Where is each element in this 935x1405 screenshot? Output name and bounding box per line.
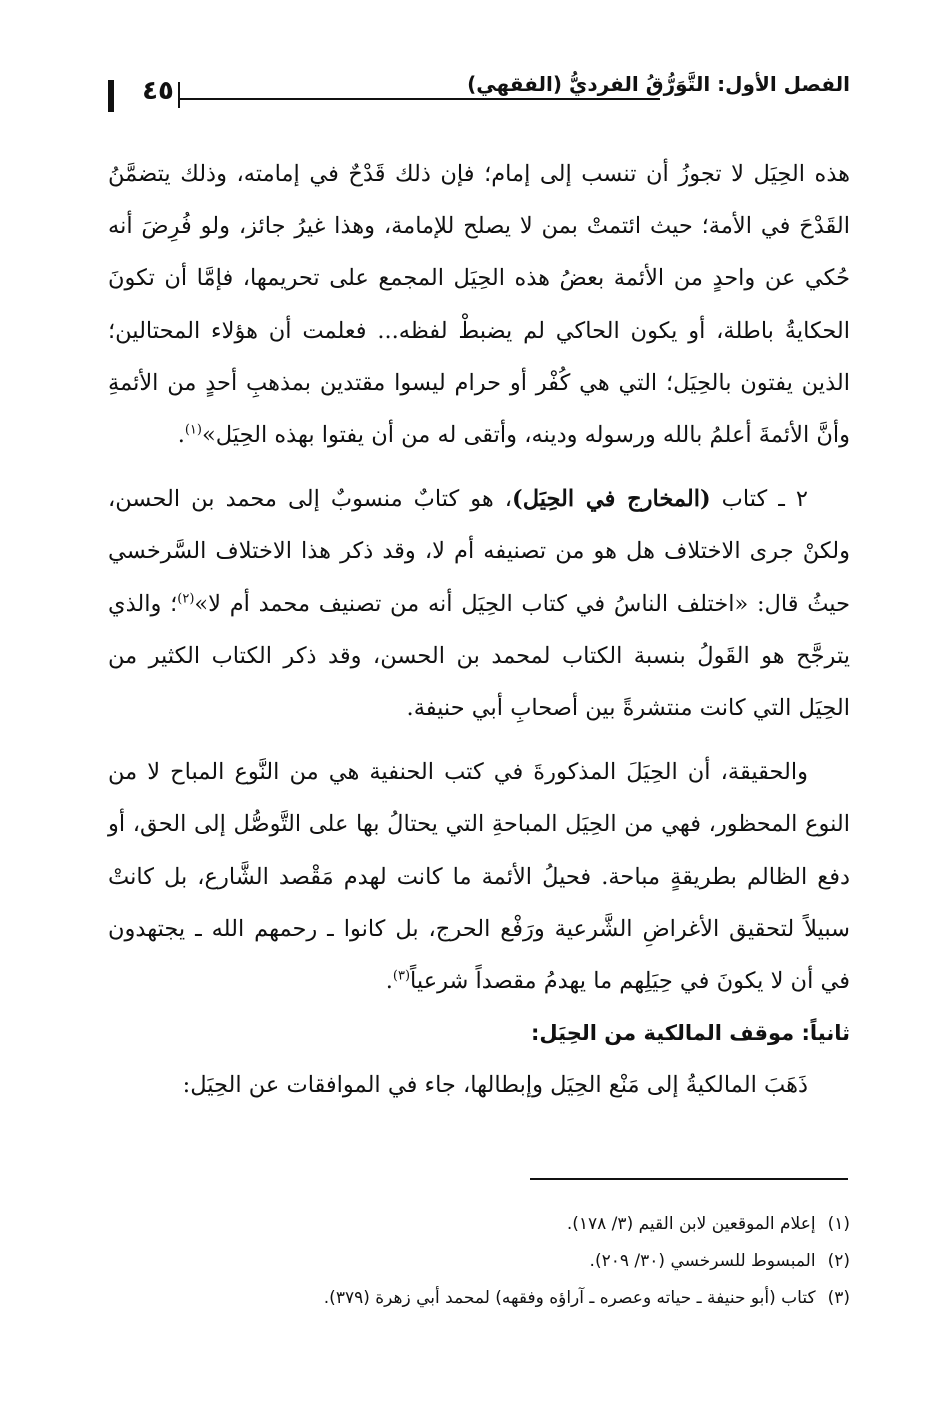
paragraph-3-text: والحقيقة، أن الحِيَلَ المذكورةَ في كتب الحنفية هي من النَّوع المباح لا من النوع المحظور، فهي من الحِيَل المباحةِ التي يحتالُ بها على التَّوصُّل إلى الحق، أو دفع الظالم بطريقةٍ مباحة. فحيلُ الأئمة ما كانت لهدم مَقْصد الشَّارع، بل كانتْ سبيلاً لتحقيق الأغراضِ الشَّرعية ورَفْع الحرج، بل كانوا ـ رحمهم الله ـ يجتهدون في أن لا يكونَ في حِيَلِهم ما يهدمُ مقصداً شرعياً — [108, 759, 850, 995]
chapter-title: الفصل الأول: التَّوَرُّقُ الفرديُّ (الفقهي) — [467, 72, 850, 96]
footnote-2-number: (٢) — [827, 1251, 850, 1271]
footnote-3 — [108, 1280, 850, 1317]
main-text — [108, 148, 850, 1112]
header-rule — [180, 98, 660, 100]
footnote-ref-3: (٣) — [392, 968, 411, 984]
footnote-2-text: المبسوط للسرخسي (٣٠/ ٢٠٩). — [589, 1251, 816, 1271]
footnote-3-text: كتاب (أبو حنيفة ـ حياته وعصره ـ آراؤه وفقهه) لمحمد أبي زهرة (٣٧٩). — [323, 1288, 816, 1308]
paragraph-1 — [108, 148, 850, 461]
header-tick-mark — [178, 82, 180, 108]
paragraph-1-end: . — [177, 422, 185, 449]
paragraph-2-lead: ٢ ـ كتاب — [710, 486, 808, 513]
footnote-2 — [108, 1243, 850, 1280]
paragraph-2-end: ؛ والذي يترجَّح هو القَولُ بنسبة الكتاب لمحمد بن الحسن، وقد ذكر الكتاب الكثير من الحِيَل التي كانت منتشرةً بين أصحابِ أبي حنيفة. — [108, 590, 850, 722]
footnote-ref-1: (١) — [184, 422, 202, 438]
book-title-bold: (المخارج في الحِيَل) — [512, 486, 711, 513]
footnote-ref-2: (٢) — [177, 591, 195, 607]
footnote-3-number: (٣) — [827, 1288, 850, 1308]
paragraph-3-end: . — [385, 968, 393, 995]
paragraph-3 — [108, 746, 850, 1007]
footnote-1-text: إعلام الموقعين لابن القيم (٣/ ١٧٨). — [566, 1214, 816, 1234]
header-bar-mark — [108, 80, 114, 112]
running-header — [100, 68, 850, 116]
section-heading: ثانياً: موقف المالكية من الحِيَل: — [531, 1021, 850, 1046]
footnote-1 — [108, 1206, 850, 1243]
footnotes — [108, 1206, 850, 1317]
paragraph-2-text: ، هو كتابٌ منسوبٌ إلى محمد بن الحسن، ولكنْ جرى الاختلاف هل هو من تصنيفه أم لا، وقد ذكر هذا الاختلاف السَّرخسي حيثُ قال: «اختلف الناسُ في كتاب الحِيَل أنه من تصنيف محمد أم لا» — [108, 486, 850, 617]
paragraph-1-text: هذه الحِيَل لا تجوزُ أن تنسب إلى إمام؛ فإن ذلك قَدْحٌ في إمامته، وذلك يتضمَّنُ القَدْحَ في الأمة؛ حيث ائتمتْ بمن لا يصلح للإمامة، وهذا غيرُ جائز، ولو فُرِضَ أنه حُكي عن واحدٍ من الأئمة بعضُ هذه الحِيَل المجمع على تحريمها، فإمَّا أن تكونَ الحكايةُ باطلة، أو يكون الحاكي لم يضبطْ لفظه... فعلمت أن هؤلاء المحتالين؛ الذين يفتون بالحِيَل؛ التي هي كُفْر أو حرام ليسوا مقتدين بمذهبِ أحدٍ من الأئمةِ وأنَّ الأئمةَ أعلمُ بالله ورسوله ودينه، وأتقى له من أن يفتوا بهذه الحِيَل» — [108, 161, 850, 449]
paragraph-2 — [108, 473, 850, 734]
page-number: ٤٥ — [142, 76, 174, 106]
footnote-separator — [530, 1178, 848, 1180]
footnote-1-number: (١) — [827, 1214, 850, 1234]
paragraph-4: ذَهَبَ المالكيةُ إلى مَنْع الحِيَل وإبطالها، جاء في الموافقات عن الحِيَل: — [182, 1072, 808, 1099]
